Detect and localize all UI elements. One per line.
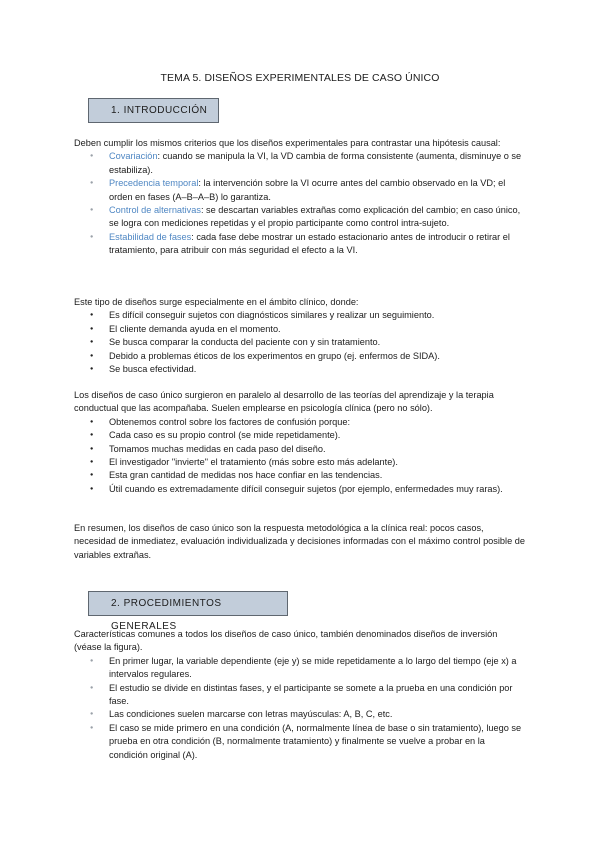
criterion-text: : la intervención sobre la VI ocurre antes del cambio observado en la VD; el orden en fases (A–B–A–B) lo garantiza. [109, 178, 506, 202]
procedures-lead: Características comunes a todos los diseños de caso único, también denominados diseños de inversión (véase la figura). [74, 629, 498, 653]
origins-list [74, 416, 526, 496]
origins-lead: Los diseños de caso único surgieron en paralelo al desarrollo de las teorías del aprendizaje y la terapia conductual que las acompañaba. Suelen emplearse en psicología clínica (pero no sólo). [74, 390, 494, 414]
section-heading-procedimientos: 2. PROCEDIMIENTOS GENERALES [88, 591, 288, 616]
list-item: ● Esta gran cantidad de medidas nos hace confiar en las tendencias. [74, 469, 526, 482]
criterion-text: : se descartan variables extrañas como explicación del cambio; en caso único, se logra con mediciones repetidas y el propio participante como control intra-sujeto. [109, 205, 521, 229]
procedures-block [74, 628, 526, 762]
summary-paragraph: En resumen, los diseños de caso único son la respuesta metodológica a la clínica real: pocos casos, necesidad de inmediatez, evaluación individualizada y decisiones informadas con el máximo control posible de variables extrañas. [74, 523, 525, 560]
criterion-text: : cuando se manipula la VI, la VD cambia de forma consistente (aumenta, disminuye o se estabiliza). [109, 151, 522, 175]
list-item: ● Se busca efectividad. [74, 363, 526, 376]
list-item: ● Es difícil conseguir sujetos con diagnósticos similares y realizar un seguimiento. [74, 309, 526, 322]
list-item: ● El estudio se divide en distintas fases, y el participante se somete a la prueba en una condición por fase. [74, 682, 526, 709]
list-item: ● En primer lugar, la variable dependiente (eje y) se mide repetidamente a lo largo del tiempo (eje x) a intervalos regulares. [74, 655, 526, 682]
intro-lead: Deben cumplir los mismos criterios que los diseños experimentales para contrastar una hipótesis causal: [74, 138, 501, 148]
clinical-list [74, 309, 526, 376]
origins-block [74, 389, 526, 496]
list-item [74, 150, 526, 177]
procedures-list [74, 655, 526, 762]
summary-block [74, 522, 526, 562]
list-item [74, 204, 526, 231]
list-item: ● Obtenemos control sobre los factores de confusión porque: [74, 416, 526, 429]
criterion-term: Control de alternativas [109, 205, 201, 216]
list-item: ● Cada caso es su propio control (se mide repetidamente). [74, 429, 526, 442]
clinical-lead: Este tipo de diseños surge especialmente en el ámbito clínico, donde: [74, 297, 359, 307]
intro-block [74, 137, 526, 258]
list-item [74, 231, 526, 258]
page-title: TEMA 5. DISEÑOS EXPERIMENTALES DE CASO ÚNICO [160, 72, 440, 84]
list-item: ● El caso se mide primero en una condición (A, normalmente línea de base o sin tratamiento), luego se prueba en otra condición (B, normalmente tratamiento) y finalmente se vuelve a probar en la condición original (A). [74, 722, 526, 762]
list-item: ● El investigador "invierte" el tratamiento (más sobre esto más adelante). [74, 456, 526, 469]
section-heading-introduccion: 1. INTRODUCCIÓN [88, 98, 219, 123]
list-item: ● El cliente demanda ayuda en el momento. [74, 323, 526, 336]
list-item: ● Debido a problemas éticos de los experimentos en grupo (ej. enfermos de SIDA). [74, 350, 526, 363]
list-item: ● Útil cuando es extremadamente difícil conseguir sujetos (por ejemplo, enfermedades muy raras). [74, 483, 526, 496]
criterion-term: Estabilidad de fases [109, 231, 192, 242]
list-item: ● Las condiciones suelen marcarse con letras mayúsculas: A, B, C, etc. [74, 708, 526, 721]
list-item: ● Se busca comparar la conducta del paciente con y sin tratamiento. [74, 336, 526, 349]
criterion-term: Covariación [109, 151, 158, 162]
clinical-block [74, 296, 526, 376]
criterion-text: : cada fase debe mostrar un estado estacionario antes de introducir o retirar el tratamiento, para atribuir con más seguridad el efecto a la VI. [109, 231, 510, 256]
criterion-term: Precedencia temporal [109, 178, 199, 189]
criteria-list [74, 150, 526, 257]
list-item [74, 177, 526, 204]
list-item: ● Tomamos muchas medidas en cada paso del diseño. [74, 443, 526, 456]
